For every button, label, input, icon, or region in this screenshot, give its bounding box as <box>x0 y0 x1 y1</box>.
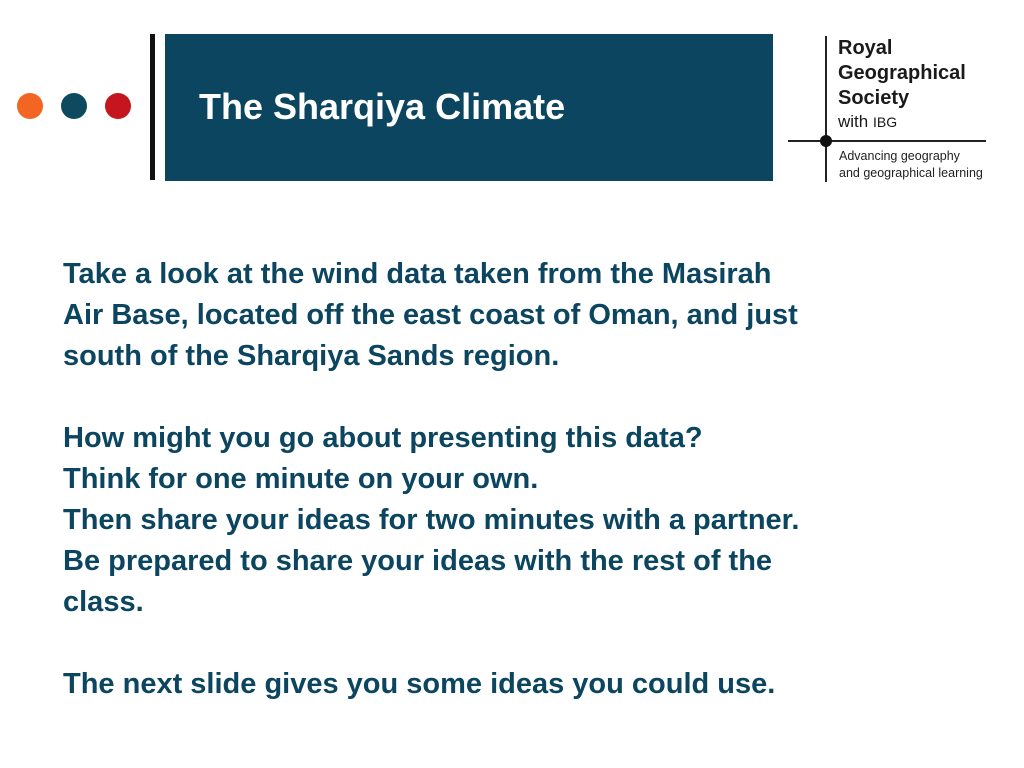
logo-with-ibg <box>838 112 897 132</box>
body-line: The next slide gives you some ideas you could use. <box>63 668 776 700</box>
body-line: Think for one minute on your own. <box>63 463 539 495</box>
logo-ibg-text: IBG <box>872 114 898 130</box>
body-line: class. <box>63 586 144 618</box>
logo-with-text: with <box>838 112 869 131</box>
vertical-divider <box>150 34 155 180</box>
intro-paragraph <box>63 254 993 377</box>
logo-name-line: Royal <box>838 37 893 59</box>
logo-tagline <box>839 148 983 182</box>
slide-title: The Sharqiya Climate <box>199 86 566 127</box>
orange-dot-icon <box>17 93 43 119</box>
body-line: Then share your ideas for two minutes with a partner. <box>63 504 800 536</box>
logo-horizontal-line <box>788 140 986 142</box>
logo-name <box>838 36 966 111</box>
body-line: Be prepared to share your ideas with the rest of the <box>63 545 773 577</box>
logo-vertical-line <box>825 36 827 182</box>
logo-tagline-line: Advancing geography <box>839 149 960 163</box>
task-paragraph <box>63 418 993 623</box>
body-line: Take a look at the wind data taken from the Masirah <box>63 258 772 290</box>
logo-name-line: Geographical <box>838 62 966 84</box>
body-line: Air Base, located off the east coast of Oman, and just <box>63 299 798 331</box>
rgs-ibg-logo <box>786 36 996 186</box>
logo-name-line: Society <box>838 87 910 109</box>
logo-dot-icon <box>820 135 832 147</box>
next-slide-paragraph <box>63 664 993 705</box>
logo-tagline-line: and geographical learning <box>839 166 983 180</box>
title-banner <box>165 34 773 181</box>
navy-dot-icon <box>61 93 87 119</box>
slide-body <box>63 254 993 705</box>
body-line: How might you go about presenting this data? <box>63 422 703 454</box>
red-dot-icon <box>105 93 131 119</box>
body-line: south of the Sharqiya Sands region. <box>63 340 560 372</box>
